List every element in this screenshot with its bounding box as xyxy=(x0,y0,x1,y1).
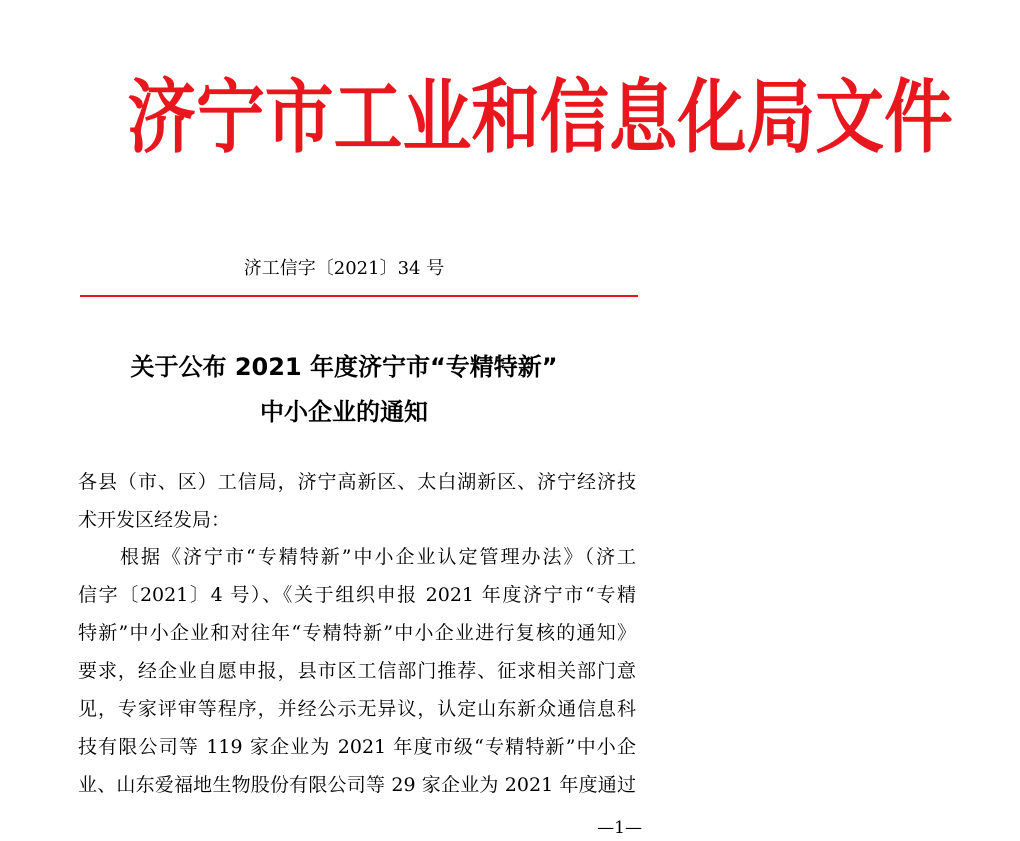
body-line: 要求，经企业自愿申报，县市区工信部门推荐、征求相关部门意 xyxy=(78,660,636,682)
body-line: 业、山东爱福地生物股份有限公司等 29 家企业为 2021 年度通过 xyxy=(78,774,636,796)
notice-title-line-1: 关于公布 2021 年度济宁市“专精特新” xyxy=(130,353,558,381)
issuing-authority-header xyxy=(60,68,953,168)
body-line: 见，专家评审等程序，并经公示无异议，认定山东新众通信息科 xyxy=(78,698,636,720)
body-line: 信字〔2021〕4 号）、《关于组织申报 2021 年度济宁市“专精 xyxy=(78,584,636,606)
page-number: —1— xyxy=(597,818,642,838)
body-line: 术开发区经发局： xyxy=(78,509,231,531)
issuing-authority-text: 济宁市工业和信息化局文件 xyxy=(127,71,953,164)
body-line: 各县（市、区）工信局，济宁高新区、太白湖新区、济宁经济技 xyxy=(78,471,636,493)
body-line: 根据《济宁市“专精特新”中小企业认定管理办法》（济工 xyxy=(78,546,636,568)
notice-title-line-2: 中小企业的通知 xyxy=(260,398,428,426)
body-line: 特新”中小企业和对往年“专精特新”中小企业进行复核的通知》 xyxy=(78,622,636,644)
red-divider-line xyxy=(80,295,638,297)
document-number: 济工信字〔2021〕34 号 xyxy=(243,258,445,279)
body-line: 技有限公司等 119 家企业为 2021 年度市级“专精特新”中小企 xyxy=(78,736,636,758)
